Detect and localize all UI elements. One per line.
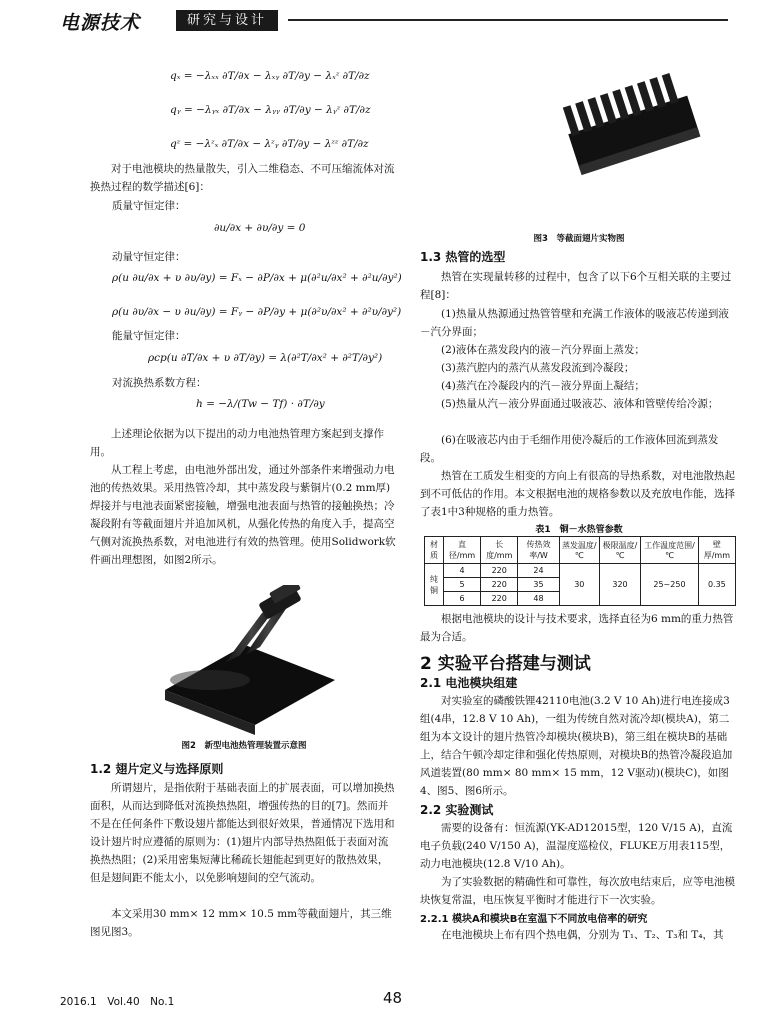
table-cell: 4: [443, 564, 480, 578]
table-cell: 220: [481, 564, 518, 578]
heading-2-2: 2.2 实验测试: [420, 803, 494, 817]
table-cell-limit-temp: 320: [599, 564, 640, 606]
table-cell-wall: 0.35: [698, 564, 735, 606]
table-1-caption: 表1 铜－水热管参数: [535, 525, 623, 535]
list-item: (3)蒸汽腔内的蒸汽从蒸发段流到冷凝段；: [441, 362, 635, 374]
list-item: (6)在吸液芯内由于毛细作用使冷凝后的工作液体回流到蒸发段。: [420, 434, 719, 464]
table-cell-work-range: 25~250: [641, 564, 699, 606]
paragraph-heatpipe-choice: 根据电池模块的设计与技术要求，选择直径为6 mm的重力热管最为合适。: [420, 613, 734, 643]
table-cell: 35: [518, 578, 559, 592]
table-cell-evap-temp: 30: [559, 564, 599, 606]
section-tag: 研究与设计: [176, 10, 278, 31]
table-header-cell: 材质: [425, 537, 444, 564]
list-item: (1)热量从热源通过热管管壁和充满工作液体的吸液芯传递到液－汽分界面；: [420, 308, 729, 338]
list-item: (4)蒸汽在冷凝段内的汽－液分界面上凝结；: [441, 380, 645, 392]
paragraph-support: 上述理论依据为以下提出的动力电池热管理方案起到支撑作用。: [90, 428, 384, 458]
list-item: (5)热量从汽－液分界面通过吸液芯、液体和管壁传给冷源；: [441, 398, 719, 410]
equation-qz: qᶻ = −λᶻₓ ∂T/∂x − λᶻᵧ ∂T/∂y − λᶻᶻ ∂T/∂z: [170, 138, 369, 150]
equation-momentum-2: ρ(u ∂υ/∂x − υ ∂u/∂y) = Fᵧ − ∂P/∂y + μ(∂²υ/∂x² + ∂²υ/∂y²): [112, 306, 402, 318]
table-row: [425, 564, 736, 578]
equation-convection: h = −λ/(Tw − Tf) · ∂T/∂y: [196, 398, 325, 410]
table-header-cell: 极限温度/℃: [599, 537, 640, 564]
convection-label: 对流换热系数方程：: [112, 377, 207, 389]
paragraph-engineering: 从工程上考虑，由电池外部出发，通过外部条件来增强动力电池的传热效果。采用热管冷却，其中蒸发段与紫铜片(0.2 mm厚)焊接并与电池表面紧密接触，增强电池表面与热管的接触换热；冷凝段附有等截面翅片并追加风机，从强化传热的角度入手，提高空气侧对流换热系数，对电池进行有效的热管理。使用Solidwork软件画出理想图，如图2所示。: [90, 464, 396, 566]
paragraph-module-build: 对实验室的磷酸铁锂42110电池(3.2 V 10 Ah)进行电连接成3组(4串，12.8 V 10 Ah)，一组为传统自然对流冷却(模块A)，第二组为本文设计的翅片热管冷却模块(模块B)，第三组在模块B的基础上，结合午顿冷却定律和强化传热原则，对模块B的热管冷凝段追加风道装置(80 mm× 80 mm× 15 mm，12 V驱动)(模块C)，如图4、图5、图6所示。: [420, 695, 733, 797]
table-header-cell: 工作温度范围/℃: [641, 537, 699, 564]
equation-momentum-1: ρ(u ∂u/∂x + υ ∂υ/∂y) = Fₓ − ∂P/∂x + μ(∂²u/∂x² + ∂²u/∂y²): [112, 272, 402, 284]
list-item: (2)液体在蒸发段内的液－汽分界面上蒸发；: [441, 344, 645, 356]
table-cell: 48: [518, 592, 559, 606]
table-header-cell: 长度/mm: [481, 537, 518, 564]
paragraph-equipment: 需要的设备有：恒流源(YK-AD12015型，120 V/15 A)，直流电子负载(240 V/150 A)，温湿度巡检仪，FLUKE万用表115型，动力电池模块(12.8 V/10 Ah)。: [420, 822, 733, 870]
table-cell: 220: [481, 592, 518, 606]
table-header-row: [425, 537, 736, 564]
table-cell: 24: [518, 564, 559, 578]
table-1: [424, 536, 736, 606]
figure-2-battery-thermal-device: [150, 585, 360, 735]
paragraph-thermocouples: 在电池模块上布有四个热电偶，分别为 T₁、T₂、T₃和 T₄，其: [441, 929, 724, 941]
energy-label: 能量守恒定律：: [112, 330, 186, 342]
heading-1-2: 1.2 翅片定义与选择原则: [90, 762, 224, 776]
equation-energy: ρcp(u ∂T/∂x + υ ∂T/∂y) = λ(∂²T/∂x² + ∂²T/∂y²): [148, 352, 383, 364]
equation-qx: qₓ = −λₓₓ ∂T/∂x − λₓᵧ ∂T/∂y − λₓᶻ ∂T/∂z: [170, 70, 370, 82]
table-cell: 6: [443, 592, 480, 606]
momentum-label: 动量守恒定律：: [112, 251, 186, 263]
equation-qy: qᵧ = −λᵧₓ ∂T/∂x − λᵧᵧ ∂T/∂y − λᵧᶻ ∂T/∂z: [170, 104, 371, 116]
paragraph-heatpipe-intro: 热管在实现量转移的过程中，包含了以下6个互相关联的主要过程[8]：: [420, 271, 732, 301]
paragraph-intro: 对于电池模块的热量散失，引入二维稳态、不可压缩流体对流换热过程的数学描述[6]：: [90, 163, 395, 193]
journal-title: 电源技术: [60, 12, 141, 34]
header-rule: [288, 19, 728, 21]
table-cell: 5: [443, 578, 480, 592]
table-header-cell: 蒸发温度/℃: [559, 537, 599, 564]
issue-info: 2016.1 Vol.40 No.1: [60, 996, 175, 1008]
heading-1-3: 1.3 热管的选型: [420, 250, 506, 264]
equation-mass: ∂u/∂x + ∂υ/∂y = 0: [214, 222, 306, 234]
heading-2-2-1: 2.2.1 模块A和模块B在室温下不同放电倍率的研究: [420, 914, 648, 925]
paragraph-accuracy: 为了实验数据的精确性和可靠性，每次放电结束后，应等电池模块恢复常温，电压恢复平衡时才能进行下一次实验。: [420, 876, 735, 906]
page-number: 48: [383, 989, 403, 1007]
heading-2-1: 2.1 电池模块组建: [420, 676, 518, 690]
table-header-cell: 传热效率/W: [518, 537, 559, 564]
table-header-cell: 直径/mm: [443, 537, 480, 564]
figure-3-fin-photo: [555, 60, 705, 200]
heading-2: 2 实验平台搭建与测试: [420, 654, 591, 674]
figure-2-caption: 图2 新型电池热管理装置示意图: [181, 741, 307, 751]
table-cell-material: 纯铜: [425, 564, 444, 606]
paragraph-heatpipe-select: 热管在工质发生相变的方向上有很高的导热系数，对电池散热起到不可低估的作用。本文根据电池的规格参数以及充放电作能，选择了表1中3种规格的重力热管。: [420, 470, 735, 518]
table-cell: 220: [481, 578, 518, 592]
paragraph-fin-definition: 所谓翅片，是指依附于基础表面上的扩展表面，可以增加换热面积，从而达到降低对流换热热阻，增强传热的目的[7]。然而并不是在任何条件下敷设翅片都能达到很好效果，普通情况下选用和设计翅片时应遵循的原则为：(1)翅片内部导热热阻低于表面对流换热热阻；(2)采用密集短薄比稀疏长翅能起到更好的散热效果，但是翅间距不能太小，以免影响翅间的空气流动。: [90, 782, 395, 884]
figure-3-caption: 图3 等截面翅片实物图: [533, 234, 625, 244]
table-header-cell: 壁厚/mm: [698, 537, 735, 564]
paragraph-fin-size: 本文采用30 mm× 12 mm× 10.5 mm等截面翅片，其三维图见图3。: [90, 908, 392, 938]
mass-label: 质量守恒定律：: [112, 200, 186, 212]
